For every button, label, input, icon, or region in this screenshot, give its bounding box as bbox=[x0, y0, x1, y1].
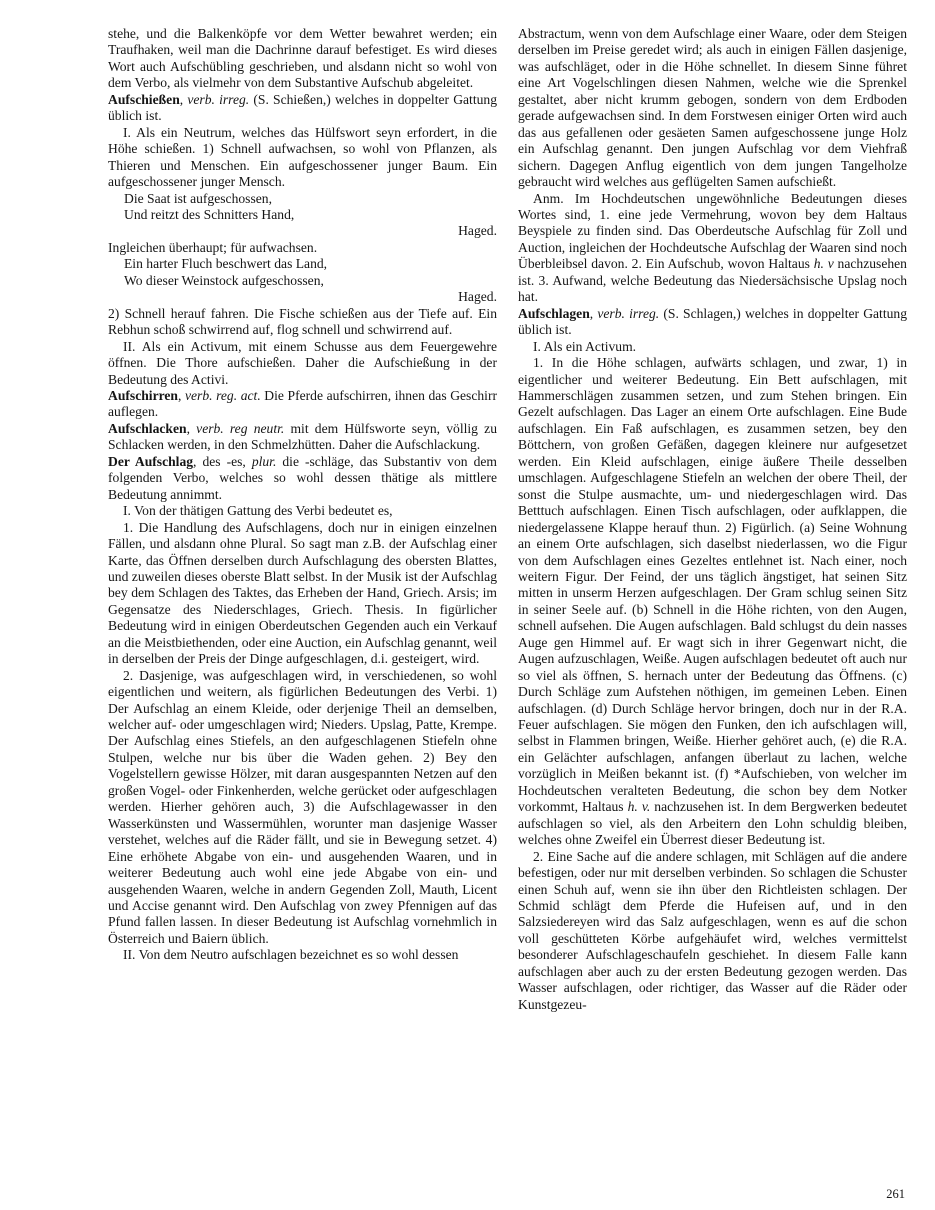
paragraph: I. Von der thätigen Gattung des Verbi bedeutet es, bbox=[123, 503, 393, 519]
verse-block bbox=[108, 191, 497, 224]
text-segment: (S. Schlagen,) welches in doppelter Gattung üblich ist. bbox=[518, 305, 908, 338]
entry-paragraph bbox=[108, 92, 497, 125]
text-segment: verb. irreg. bbox=[187, 91, 250, 107]
paragraph bbox=[518, 355, 907, 849]
entry-paragraph bbox=[108, 421, 497, 454]
text-segment: h. v bbox=[813, 256, 834, 272]
text-segment: mit dem Hülfsworte seyn, völlig zu Schlacken werden, in den Schmelzhütten. Daher die Aufschlackung. bbox=[108, 420, 497, 453]
entry-paragraph bbox=[108, 454, 497, 503]
text-segment: , bbox=[186, 420, 197, 436]
paragraph: 2) Schnell herauf fahren. Die Fische schießen aus der Tiefe auf. Ein Rebhun schoß schwirrend auf, flog schnell und schwirrend auf. bbox=[108, 305, 497, 338]
verse-block bbox=[108, 256, 497, 289]
paragraph: stehe, und die Balkenköpfe vor dem Wetter bewahret werden; ein Traufhaken, weil man die Dachrinne darauf befestiget. Es wird dieses Wort auch Aufschübling geschrieben, und alsdann nicht so wohl von dem Verbo, als vielmehr von dem Substantive Aufschub abgeleitet. bbox=[108, 26, 497, 91]
headword: Aufschlacken bbox=[108, 420, 187, 436]
page-number: 261 bbox=[886, 1186, 905, 1201]
text-segment: h. v. bbox=[627, 799, 651, 815]
headword: Aufschlagen bbox=[518, 305, 590, 321]
headword: Aufschießen bbox=[108, 91, 180, 107]
verse-line: Wo dieser Weinstock aufgeschossen, bbox=[124, 272, 324, 288]
text-segment: verb. reg. act. bbox=[184, 387, 261, 403]
text-segment: nachzusehen ist. In dem Bergwerken bedeutet aufschlagen so viel, als den Arbeitern den Lohn schuldig bleiben, welches ohne Zweifel ein Überrest dieser Bedeutung ist. bbox=[518, 799, 907, 848]
entry-paragraph bbox=[108, 388, 497, 421]
verse-line: Die Saat ist aufgeschossen, bbox=[124, 190, 272, 206]
verse-line: Ein harter Fluch beschwert das Land, bbox=[124, 256, 328, 272]
right-column bbox=[518, 26, 907, 1013]
text-segment: , bbox=[177, 387, 185, 403]
text-segment: , bbox=[179, 91, 188, 107]
verse-line: Und reitzt des Schnitters Hand, bbox=[124, 206, 295, 222]
paragraph: I. Als ein Neutrum, welches das Hülfswort seyn erfordert, in die Höhe schießen. 1) Schnell aufwachsen, so wohl von Pflanzen, als Thieren und Menschen. Ein aufgeschossener junger Baum. Ein aufgeschossener junger Mensch. bbox=[108, 124, 497, 190]
text-segment: , bbox=[589, 305, 598, 321]
paragraph: 1. Die Handlung des Aufschlagens, doch nur in einigen einzelnen Fällen, und alsdann ohne Plural. So sagt man z.B. der Aufschlag einer Karte, das Öffnen derselben durch Aufschlagung des obersten Blattes, und zuweilen dieses oberste Blatt selbst. In der Musik ist der Aufschlag bey dem Schlagen des Taktes, das Erheben der Hand, Griech. Arsis; im Gegensatze des Niederschlages, Griech. Thesis. In figürlicher Bedeutung wird in einigen Oberdeutschen Gegenden auch ein Verkauf an die Meistbiethenden, oder eine Auction, ein Aufschlag genannt, weil in derselben der Preis der Dinge aufgeschlagen, d.i. gesteigert, wird. bbox=[108, 519, 497, 667]
paragraph: I. Als ein Activum. bbox=[533, 338, 637, 354]
text-segment: die -schläge, das Substantiv von dem folgenden Verbo, welches so wohl dessen thätige als mittlere Bedeutung annimmt. bbox=[108, 453, 497, 502]
text-segment: (S. Schießen,) welches in doppelter Gattung üblich ist. bbox=[108, 91, 498, 124]
text-segment: verb. reg neutr. bbox=[196, 420, 285, 436]
text-segment: Anm. Im Hochdeutschen ungewöhnliche Bedeutungen dieses Wortes sind, 1. eine jede Vermehrung, wovon bey dem Haltaus Beyspiele zu finden sind. Das Oberdeutsche Aufschlag für Zoll und Auction, ingleichen der Hochdeutsche Aufschlag der Waaren sind noch Überbleibsel davon. 2. Ein Aufschub, wovon Haltaus bbox=[518, 190, 907, 272]
headword: Aufschirren bbox=[108, 387, 178, 403]
text-segment: plur. bbox=[251, 453, 277, 469]
paragraph: 2. Dasjenige, was aufgeschlagen wird, in verschiedenen, so wohl eigentlichen und weitern, als figürlichen Bedeutungen des Verbi. 1) Der Aufschlag an einem Kleide, oder derjenige Theil an demselben, welcher auf- oder umgeschlagen wird; Nieders. Upslag, Patte, Krempe. Der Aufschlag eines Stiefels, an den aufgeschlagenen Stiefeln ohne Stulpen, welche nur bis über die Waden gehen. 2) Bey den Vogelstellern gewisse Hölzer, mit daran ausgespannten Netzen auf den großen Vogel- oder Finkenherden, welche gerücket oder aufgeschlagen werden. Hierher gehören auch, 3) die Aufschlagewasser in den Wasserkünsten und Wassermühlen, worunter man dasjenige Wasser verstehet, welches auf die Räder fällt, und sie in Bewegung setzet. 4) Eine erhöhete Abgabe von ein- und ausgehenden Waaren, und in weiterer Bedeutung auch wohl eine jede Abgabe von ein- und ausgehenden Waaren, welche in andern Gegenden Zoll, Mauth, Licent und Accise genannt wird. Den Aufschlag von zwey Pfennigen auf das Pfund fallen lassen. In dieser Bedeutung ist Aufschlag vornehmlich in Österreich und Baiern üblich. bbox=[108, 667, 497, 946]
attribution: Haged. bbox=[458, 223, 497, 239]
left-column bbox=[108, 26, 497, 1013]
text-segment: verb. irreg. bbox=[597, 305, 660, 321]
paragraph: II. Von dem Neutro aufschlagen bezeichnet es so wohl dessen bbox=[123, 947, 459, 963]
paragraph bbox=[518, 191, 907, 306]
paragraph: Abstractum, wenn von dem Aufschlage einer Waare, oder dem Steigen derselben im Preise geredet wird; als auch in einigen Fällen dasjenige, was aufschläget, oder in die Höhe schnellet. In diesem Sinne führet eine Art Vogelschlingen diesen Nahmen, welche wie die Sprenkel gestaltet, aber nicht krumm gebogen, sondern von dem Erdboden gerade aufgewachsen sind. In dem Forstwesen einiger Orten wird auch das aus gefallenen oder gesäeten Samen aufgeschossene junge Holz ein Aufschlag genannt. Den jungen Aufschlag vor dem Viehfraß sichern. Dagegen Anflug eigentlich von dem jungen Tangelholze gebraucht wird welches aus geflügelten Samen aufschießt. bbox=[518, 26, 907, 190]
attribution: Haged. bbox=[458, 289, 497, 305]
paragraph: II. Als ein Activum, mit einem Schusse aus dem Feuergewehre öffnen. Die Thore aufschießen. Daher die Aufschießung in der Bedeutung des Activi. bbox=[108, 338, 497, 387]
text-segment: 1. In die Höhe schlagen, aufwärts schlagen, und zwar, 1) in eigentlicher und weiterer Bedeutung. Ein Bett aufschlagen, mit Hammerschlägen zusammen setzen, und zum Stehen bringen. Ein Gezelt aufschlagen. Das Lager an einem Orte aufschlagen. Eine Bude aufschlagen. Ein Faß aufschlagen, es zusammen setzen, bey den Böttchern, von großen Gefäßen, dagegen kleinere nur aufgesetzet werden. Ein Kleid aufschlagen, einige äußere Theile desselben umschlagen. Aufgeschlagene Stiefeln an welchen der obere Theil, der sonst die Stulpe ausmachte, um- und niedergeschlagen wird. Das Betttuch aufschlagen. Einen Tisch aufschlagen, oder aufklappen, die niedergelassene Klappe herauf thun. 2) Figürlich. (a) Seine Wohnung an einem Orte aufschlagen, sich daselbst niederlassen, wo die Figur von dem Aufschlagen eines Gezeltes entlehnet ist. Nach einer, noch weitern Figur. Der Feind, der uns täglich ängstiget, hat seinen Sitz mitten in unserm Herzen aufgeschlagen. Der Gram schlug seinen Sitz in seiner Seele auf. (b) Schnell in die Höhe richten, von den Augen, schnell aufsehen. Die Augen aufschlagen. Bald schlugst du dein nasses Auge gen Himmel auf. Er wagt sich in ihrer Gegenwart nicht, die Augen aufzuschlagen, Weiße. Augen aufschlagen bedeutet oft auch nur so viel als öffnen, S. hernach unter der Bedeutung das Öffnens. (c) Durch Schläge zum Aufstehen nöthigen, im gemeinen Leben. Einen aufschlagen. (d) Durch Schläge hervor bringen, doch nur in der R.A. Feuer aufschlagen. Sie mögen den Funken, den ich aufschlagen will, selbst in Flammen bringen, Weiße. Hierher gehöret auch, (e) die R.A. ein Gelächter aufschlagen, anfangen überlaut zu lachen, welche vorzüglich in Meißen bekannt ist. (f) *Aufschieben, von welcher im Hochdeutschen veralteten Bedeutung, die schon bey dem Notker vorkommt, Haltaus bbox=[518, 355, 907, 815]
paragraph: Ingleichen überhaupt; für aufwachsen. bbox=[108, 239, 318, 255]
paragraph: 2. Eine Sache auf die andere schlagen, mit Schlägen auf die andere befestigen, oder nur mit derselben verbinden. So schlagen die Schuster einen Schuh auf, wenn sie ihn über den Richtleisten schlagen. Der Schmid schlägt dem Pferde die Hufeisen auf, und in den Salzsiedereyen wird das Salz aufgeschlagen, wenn es auf die schon voll geschütteten Körbe aufgehäufet wird, welches vermittelst besonderer Aufschlageschaufeln geschiehet. In diesem Falle kann aufschlagen aber auch zu der ersten Bedeutung gezogen werden. Das Wasser aufschlagen, oder richtiger, das Wasser auf die Räder oder Kunstgezeu- bbox=[518, 848, 907, 1012]
text-segment: nachzusehen ist. 3. Aufwand, welche Bedeutung das Niedersächsische Upslag noch hat. bbox=[518, 256, 907, 305]
entry-paragraph bbox=[518, 306, 907, 339]
text-segment: Die Pferde aufschirren, ihnen das Geschirr auflegen. bbox=[108, 387, 497, 420]
headword: Der Aufschlag bbox=[108, 453, 194, 469]
text-segment: , des -es, bbox=[193, 453, 252, 469]
